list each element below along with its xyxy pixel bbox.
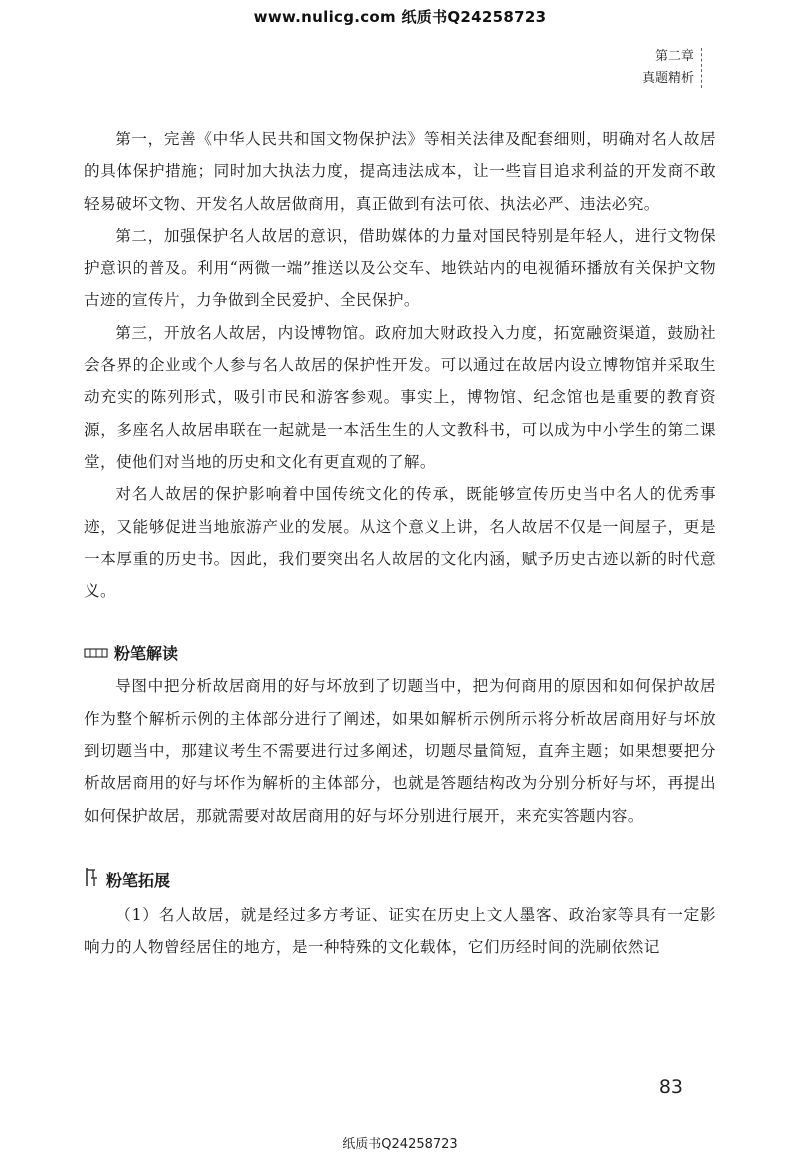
paragraph: 导图中把分析故居商用的好与坏放到了切题当中，把为何商用的原因和如何保护故居作为整个解析示例的主体部分进行了阐述，如果如解析示例所示将分析故居商用好与坏放到切题当中，那建议考生不需要进行过多阐述，切题尽量简短，直奔主题；如果想要把分析故居商用的好与坏作为解析的主体部分，也就是答题结构改为分别分析好与坏，再提出如何保护故居，那就需要对故居商用的好与坏分别进行展开，来充实答题内容。 bbox=[84, 677, 716, 825]
page-number: 83 bbox=[658, 1076, 683, 1098]
bottom-watermark: 纸质书Q24258723 bbox=[342, 1137, 458, 1152]
header-divider bbox=[699, 48, 702, 88]
page-content bbox=[84, 123, 716, 964]
chapter-header bbox=[642, 46, 694, 90]
paragraph: 第一，完善《中华人民共和国文物保护法》等相关法律及配套细则，明确对名人故居的具体保护措施；同时加大执法力度，提高违法成本，让一些盲目追求利益的开发商不敢轻易破坏文物、开发名人故居做商用，真正做到有法可依、执法必严、违法必究。 bbox=[84, 130, 716, 213]
paragraph: （1）名人故居，就是经过多方考证、证实在历史上文人墨客、政治家等具有一定影响力的人物曾经居住的地方，是一种特殊的文化载体，它们历经时间的洗刷依然记 bbox=[84, 905, 716, 957]
paragraph: 第三，开放名人故居，内设博物馆。政府加大财政投入力度，拓宽融资渠道，鼓励社会各界的企业或个人参与名人故居的保护性开发。可以通过在故居内设立博物馆并采取生动充实的陈列形式，吸引市民和游客参观。事实上，博物馆、纪念馆也是重要的教育资源，多座名人故居串联在一起就是一本活生生的人文教科书，可以成为中小学生的第二课堂，使他们对当地的历史和文化有更直观的了解。 bbox=[84, 323, 716, 471]
section-title: 粉笔拓展 bbox=[106, 871, 171, 891]
section-title: 粉笔解读 bbox=[114, 644, 179, 664]
section-heading-expansion bbox=[84, 866, 716, 897]
chapter-title: 第二章 bbox=[654, 49, 694, 64]
top-watermark: www.nulicg.com 纸质书Q24258723 bbox=[253, 8, 547, 26]
paragraph: 第二，加强保护名人故居的意识，借助媒体的力量对国民特别是年轻人，进行文物保护意识的普及。利用“两微一端”推送以及公交车、地铁站内的电视循环播放有关保护文物古迹的宣传片，力争做到全民爱护、全民保护。 bbox=[84, 226, 716, 310]
paragraph: 对名人故居的保护影响着中国传统文化的传承，既能够宣传历史当中名人的优秀事迹，又能够促进当地旅游产业的发展。从这个意义上讲，名人故居不仅是一间屋子，更是一本厚重的历史书。因此，我们要突出名人故居的文化内涵，赋予历史古迹以新的时代意义。 bbox=[84, 485, 716, 601]
chapter-subtitle: 真题精析 bbox=[641, 71, 694, 86]
section-heading-interpretation bbox=[84, 640, 716, 668]
book-icon bbox=[84, 640, 108, 668]
expand-icon bbox=[84, 866, 100, 897]
